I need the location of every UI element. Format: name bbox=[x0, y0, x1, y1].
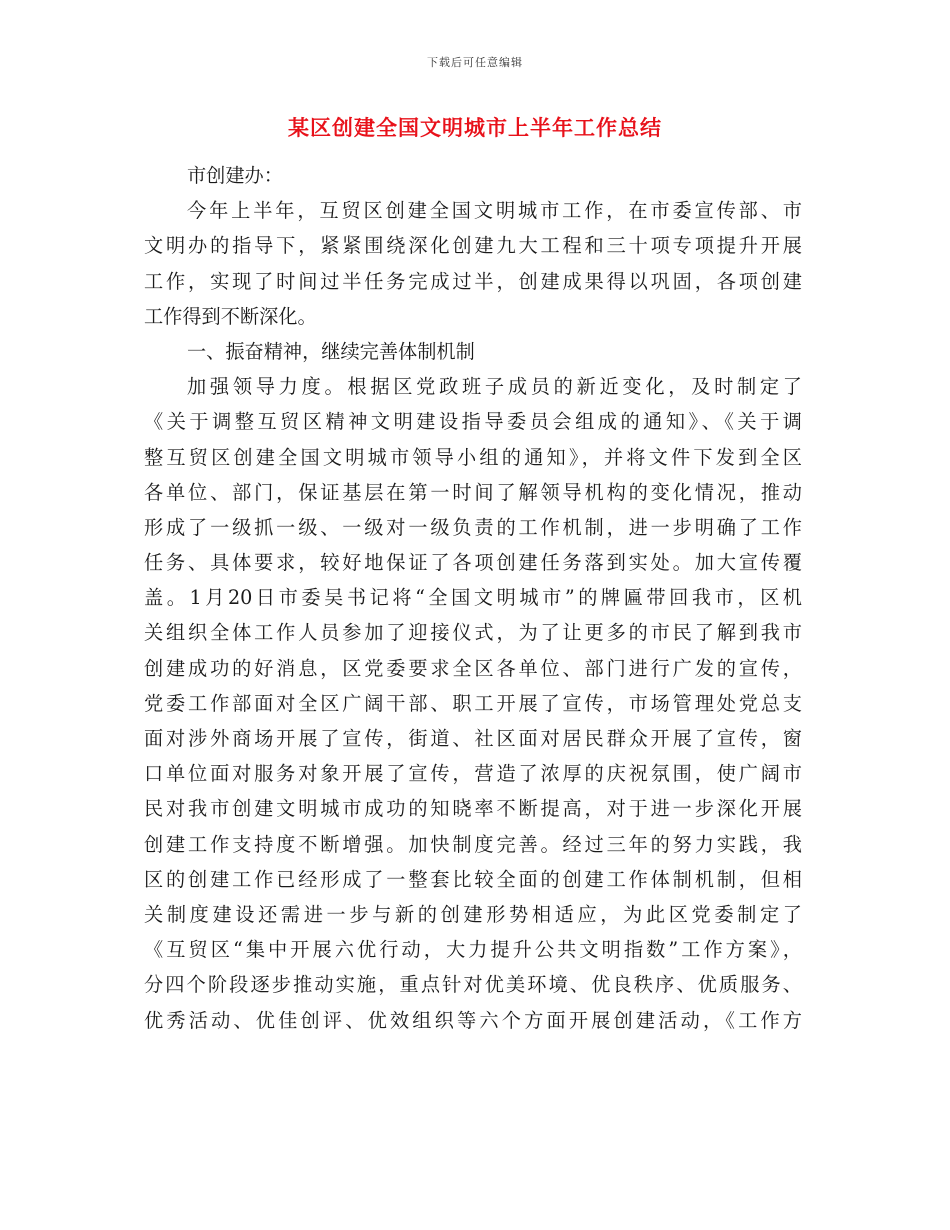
paragraph-line: 各单位、部门，保证基层在第一时间了解领导机构的变化情况，推动 bbox=[144, 480, 802, 504]
document-title: 某区创建全国文明城市上半年工作总结 bbox=[288, 115, 662, 140]
paragraph-line: 工作，实现了时间过半任务完成过半，创建成果得以巩固，各项创建 bbox=[144, 269, 802, 293]
paragraph-line: 形成了一级抓一级、一级对一级负责的工作机制，进一步明确了工作 bbox=[144, 515, 802, 539]
paragraph-line: 文明办的指导下，紧紧围绕深化创建九大工程和三十项专项提升开展 bbox=[144, 234, 802, 258]
paragraph-line: 关制度建设还需进一步与新的创建形势相适应，为此区党委制定了 bbox=[144, 902, 802, 926]
paragraph-line: 分四个阶段逐步推动实施，重点针对优美环境、优良秩序、优质服务、 bbox=[144, 973, 802, 997]
paragraph-line: 关组织全体工作人员参加了迎接仪式，为了让更多的市民了解到我市 bbox=[144, 621, 802, 645]
header-note: 下载后可任意编辑 bbox=[427, 56, 523, 69]
paragraph-line: 盖。1月20日市委吴书记将“全国文明城市”的牌匾带回我市，区机 bbox=[144, 586, 802, 610]
paragraph-line: 优秀活动、优佳创评、优效组织等六个方面开展创建活动，《工作方 bbox=[144, 1008, 802, 1032]
paragraph-line: 工作得到不断深化。 bbox=[144, 304, 317, 328]
paragraph-line: 口单位面对服务对象开展了宣传，营造了浓厚的庆祝氛围，使广阔市 bbox=[144, 762, 802, 786]
section-heading: 一、振奋精神，继续完善体制机制 bbox=[187, 339, 475, 363]
paragraph-line: 加强领导力度。根据区党政班子成员的新近变化，及时制定了 bbox=[187, 375, 802, 399]
paragraph-line: 整互贸区创建全国文明城市领导小组的通知》，并将文件下发到全区 bbox=[144, 445, 802, 469]
paragraph-line: 《互贸区“集中开展六优行动，大力提升公共文明指数”工作方案》， bbox=[144, 938, 802, 962]
paragraph-line: 面对涉外商场开展了宣传，街道、社区面对居民群众开展了宣传，窗 bbox=[144, 727, 802, 750]
paragraph-line: 任务、具体要求，较好地保证了各项创建任务落到实处。加大宣传覆 bbox=[144, 551, 802, 575]
salutation-line: 市创建办： bbox=[187, 164, 283, 187]
paragraph-line: 党委工作部面对全区广阔干部、职工开展了宣传，市场管理处党总支 bbox=[144, 691, 802, 715]
paragraph-line: 《关于调整互贸区精神文明建设指导委员会组成的通知》、《关于调 bbox=[144, 410, 802, 434]
paragraph-line: 创建工作支持度不断增强。加快制度完善。经过三年的努力实践，我 bbox=[144, 832, 802, 856]
paragraph-line: 创建成功的好消息，区党委要求全区各单位、部门进行广发的宣传， bbox=[144, 656, 802, 680]
document-body bbox=[144, 158, 802, 1038]
paragraph-line: 民对我市创建文明城市成功的知晓率不断提高，对于进一步深化开展 bbox=[144, 797, 802, 821]
paragraph-line: 区的创建工作已经形成了一整套比较全面的创建工作体制机制，但相 bbox=[144, 867, 802, 891]
paragraph-line: 今年上半年，互贸区创建全国文明城市工作，在市委宣传部、市 bbox=[187, 199, 802, 223]
